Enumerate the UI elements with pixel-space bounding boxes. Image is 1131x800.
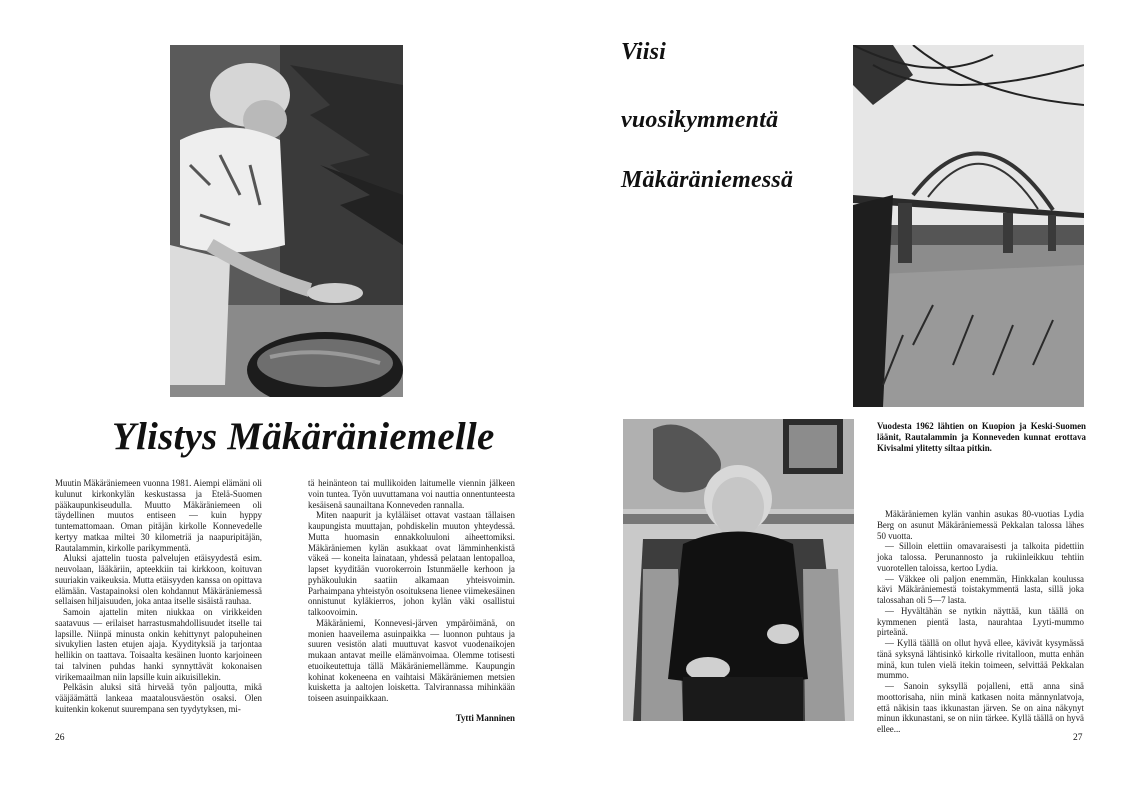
elderly-woman-in-armchair-photo — [623, 419, 854, 721]
paragraph: — Sanoin syksyllä pojalleni, että anna sinä moottorisaha, niin minä katkasen noita männynlatvoja, että näkisin taas ikkunastan järven. Se on aina näkynyt minun ikkunastani, se on niin tärkee. Kyllä täällä on hyvä ellee... — [877, 681, 1084, 734]
page-number-right: 27 — [1073, 733, 1083, 743]
title-line-vuosikymmenta: vuosikymmentä — [621, 107, 779, 133]
paragraph: — Silloin elettiin omavaraisesti ja talkoita pidettiin joka talossa. Perunannosto ja rukiinleikkuu tehtiin vuorotellen taloissa, kertoo Lydia. — [877, 541, 1084, 573]
title-line-viisi: Viisi — [621, 39, 667, 65]
paragraph: Mäkäräniemi, Konnevesi-järven ympäröimänä, on monien haaveilema asuinpaikka — luonnon puhtaus ja suuren vesistön alati muuttuvat kasvot vuodenaikojen mukaan antavat meille elämänvoimaa. Olemme totisesti etuoikeutettuja tällä Mäkäräniemellämme. Kaupungin kohinat kokeneena en vaihtaisi Mäkäräniemen metsien kuisketta ja aaltojen loisketta. Talvirannassa mihinkään toiseen asuinpaikkaan. — [308, 617, 515, 703]
paragraph: — Hyvältähän se nytkin näyttää, kun täällä on kymmenen pientä lasta, naurahtaa Lyyti-mummo pirteänä. — [877, 605, 1084, 638]
paragraph: tä heinänteon tai mullikoiden laitumelle viennin jälkeen voin tuntea. Työn uuvuttamana voi nauttia onnentunteesta kesäisenä saunailtana Konneveden rannalla. — [308, 478, 515, 510]
author-byline: Tytti Manninen — [455, 713, 515, 723]
paragraph: Pelkäsin aluksi sitä hirveää työn paljoutta, mikä vääjäämättä lankeaa maatalousväestön osaksi. Olen kuitenkin kokenut suurempana sen tyydytyksen, mi- — [55, 682, 262, 714]
elderly-woman-in-armchair-photo-drawing — [623, 419, 854, 721]
paragraph: Mäkäräniemen kylän vanhin asukas 80-vuotias Lydia Berg on asunut Mäkäräniemessä Pekkalan talossa lähes 50 vuotta. — [877, 509, 1084, 541]
right-article-column — [877, 509, 1084, 735]
bridge-over-lake-photo-drawing — [853, 45, 1084, 407]
paragraph: Miten naapurit ja kyläläiset ottavat vastaan tällaisen kaupungista muuttajan, pohdiskelin muuton yhteydessä. Mutta huomasin ennakkoluuloni aiheettomiksi. Mäkäräniemen kylän asukkaat ovat lämminhenkistä väkeä — koneita lainataan, yhdessä pelataan lentopalloa, lapset kyyditään vuorokerroin Istunmäelle kerhoon ja pyhäkoulukin saatiin alkamaan yhteisvoimin. Parhaimpana yhteistyön osoituksena lienee viimekesäinen onnistunut kyläkierros, johon kylän väki osallistui talkoovoimin. — [308, 510, 515, 617]
page-number-left: 26 — [55, 733, 65, 743]
paragraph: Muutin Mäkäräniemeen vuonna 1981. Aiempi elämäni oli kulunut kirkonkylän keskustassa ja Etelä-Suomen pääkaupunkiseudulla. Muutto Mäkäräniemeen oli täydellinen muutos entiseen — kuin hyppy tuntemattomaan. Oman pitäjän kirkolle Konnevedelle kertyy matkaa miltei 30 kilometriä ja naapuripitäjän, Rautalammin, kirkolle parikymmentä. — [55, 478, 262, 553]
title-line-makaraniemessa: Mäkäräniemessä — [621, 167, 794, 193]
bridge-over-lake-photo — [853, 45, 1084, 407]
woman-stirring-pot-photo-drawing — [170, 45, 403, 397]
paragraph: — Kyllä täällä on ollut hyvä ellee, kävivät kysymässä tänä syksynä lähtisinkö kirkolle rivitalloon, mutta enhän minä, kun tulen vielä itekin toimeen, selvittää Pekkalan mummo. — [877, 638, 1084, 681]
paragraph: Samoin ajattelin miten niukkaa on virikkeiden saatavuus — erilaiset harrastusmahdollisuudet itselle tai lapsille. Niinpä minusta onkin kehittynyt palopuheinen sivukylien lasten etujen ajaja. Kyydityksiä ja tarjontaa hellikin on taattava. Toisaalta kesäinen luonto karjoineen tai talvinen puhdas hanki synnyttävät kokonaisen virikemaailman niin lapsille kuin aikuisillekin. — [55, 607, 262, 682]
bridge-photo-caption: Vuodesta 1962 lähtien on Kuopion ja Keski-Suomen läänit, Rautalammin ja Konneveden kunnat erottava Kivisalmi ylitetty siltaa pitkin. — [877, 421, 1086, 453]
woman-stirring-pot-photo — [170, 45, 403, 397]
left-article-column-2 — [308, 478, 515, 704]
left-article-column-1 — [55, 478, 262, 715]
paragraph: Aluksi ajattelin tuosta palvelujen etäisyydestä esim. neuvolaan, lääkäriin, apteekkiin tai kirkkoon, koituvan suuriakin vaikeuksia. Mutta etäisyyden kanssa on opittava elämään. Vastapainoksi olen kohdannut Mäkäräniemessä sellaisen hiljaisuuden, joka antaa itselle sisäistä rauhaa. — [55, 553, 262, 607]
paragraph: — Väkkee oli paljon enemmän, Hinkkalan koulussa kävi Mäkäräniemestä toistakymmentä lasta, sillä joka talossahan oli 5—7 lasta. — [877, 573, 1084, 605]
article-headline: Ylistys Mäkäräniemelle — [112, 415, 495, 458]
